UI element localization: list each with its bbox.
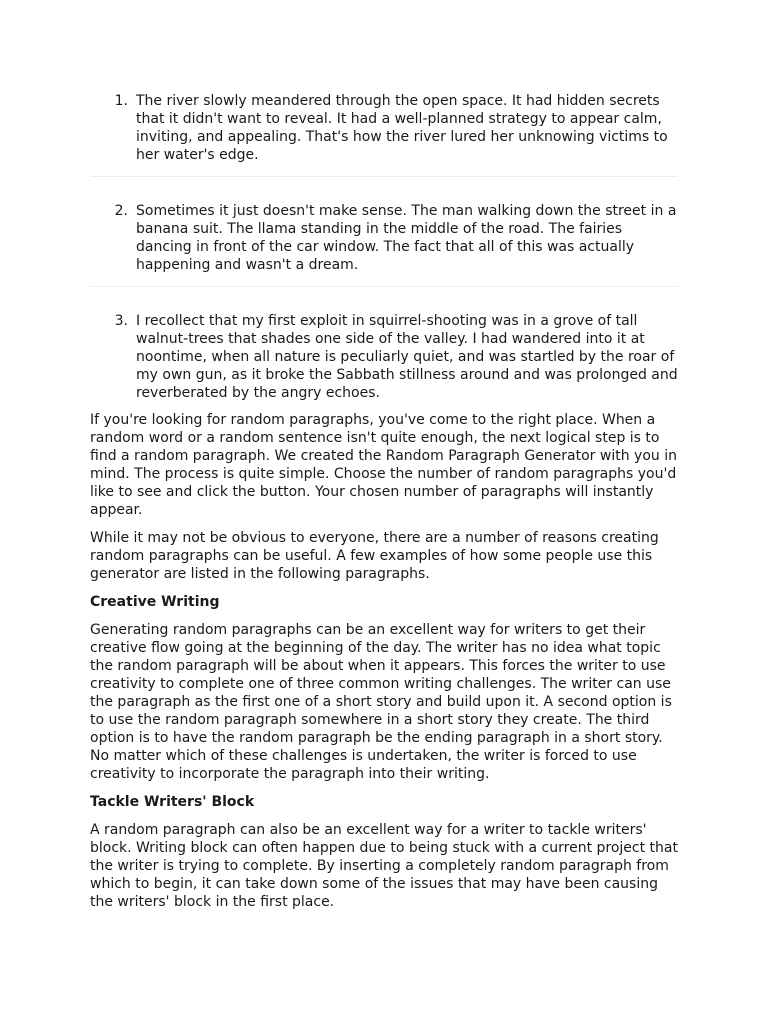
section-heading: Tackle Writers' Block: [90, 794, 255, 810]
list-item-text: The river slowly meandered through the open space. It had hidden secrets that it didn't want to reveal. It had a well-planned strategy to appear calm, inviting, and appealing. That's how the river lured her unknowing victims to her water's edge.: [136, 93, 668, 163]
document-content: [90, 92, 678, 911]
list-item-number: 3.: [114, 313, 128, 329]
list-item: [90, 92, 678, 164]
list-item: [90, 202, 678, 274]
list-item-number: 2.: [114, 203, 128, 219]
intro-paragraph: While it may not be obvious to everyone, there are a number of reasons creating random paragraphs can be useful. A few examples of how some people use this generator are listed in the following paragraphs.: [90, 530, 659, 582]
list-item-text: I recollect that my first exploit in squirrel-shooting was in a grove of tall walnut-trees that shades one side of the valley. I had wandered into it at noontime, when all nature is peculiarly quiet, and was startled by the roar of my own gun, as it broke the Sabbath stillness around and was prolonged and reverberated by the angry echoes.: [136, 313, 678, 401]
section-body: A random paragraph can also be an excellent way for a writer to tackle writers' block. Writing block can often happen due to being stuck with a current project that the writer is trying to complete. By inserting a completely random paragraph from which to begin, it can take down some of the issues that may have been causing the writers' block in the first place.: [90, 822, 678, 910]
section-body: Generating random paragraphs can be an excellent way for writers to get their creative flow going at the beginning of the day. The writer has no idea what topic the random paragraph will be about when it appears. This forces the writer to use creativity to complete one of three common writing challenges. The writer can use the paragraph as the first one of a short story and build upon it. A second option is to use the random paragraph somewhere in a short story they create. The third option is to have the random paragraph be the ending paragraph in a short story. No matter which of these challenges is undertaken, the writer is forced to use creativity to incorporate the paragraph into their writing.: [90, 622, 672, 782]
list-item-number: 1.: [114, 93, 128, 109]
list-item-text: Sometimes it just doesn't make sense. The man walking down the street in a banana suit. The llama standing in the middle of the road. The fairies dancing in front of the car window. The fact that all of this was actually happening and wasn't a dream.: [136, 203, 677, 273]
divider: [90, 286, 678, 287]
divider: [90, 176, 678, 177]
section-heading: Creative Writing: [90, 594, 220, 610]
intro-paragraph: If you're looking for random paragraphs, you've come to the right place. When a random word or a random sentence isn't quite enough, the next logical step is to find a random paragraph. We created the Random Paragraph Generator with you in mind. The process is quite simple. Choose the number of random paragraphs you'd like to see and click the button. Your chosen number of paragraphs will instantly appear.: [90, 412, 677, 518]
list-item: [90, 312, 678, 402]
